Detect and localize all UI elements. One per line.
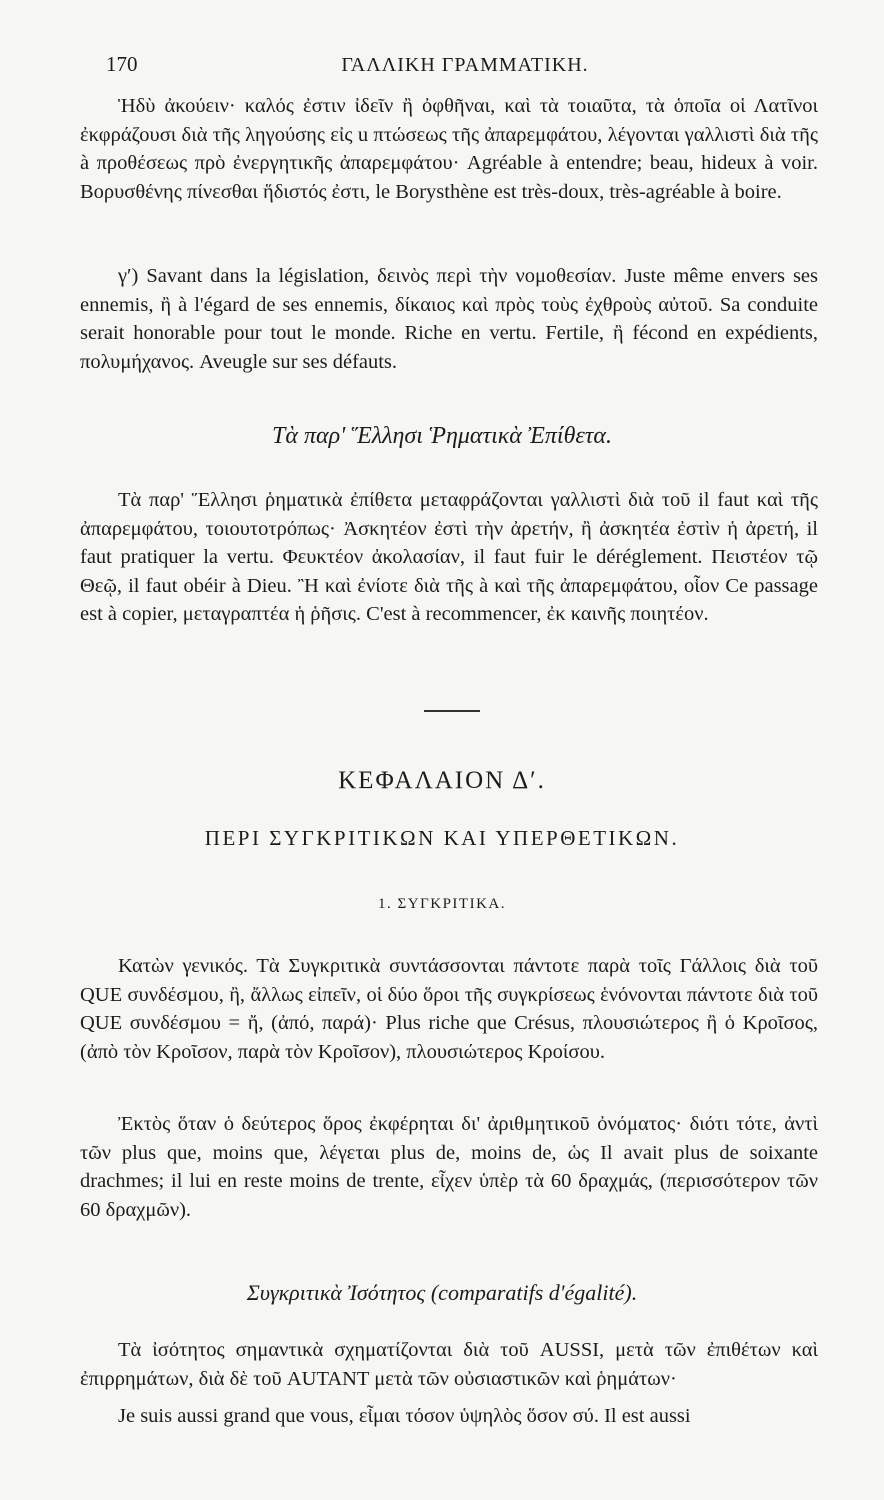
paragraph-verbal-adjectives: Τὰ παρ' Ἕλλησι ῥηματικὰ ἐπίθετα μεταφράζονται γαλλιστὶ διὰ τοῦ il faut καὶ τῆς ἀπαρεμφάτου, τοιουτοτρόπως· Ἀσκητέον ἐστὶ τὴν ἀρετήν, ἢ ἀσκητέα ἐστὶν ἡ ἀρετή, il faut pratiquer la vertu. Φευκτέον ἀκολασίαν, il faut fuir le déréglement. Πειστέον τῷ Θεῷ, il faut obéir à Dieu. Ἢ καὶ ἐνίοτε διὰ τῆς à καὶ τῆς ἀπαρεμφάτου, οἷον Ce passage est à copier, μεταγραπτέα ἡ ῥῆσις. C'est à recommencer, ἐκ καινῆς ποιητέον. — [80, 489, 818, 626]
divider-rule — [424, 710, 480, 712]
paragraph-equality: Τὰ ἰσότητος σημαντικὰ σχηματίζονται διὰ τοῦ AUSSI, μετὰ τῶν ἐπιθέτων καὶ ἐπιρρημάτων, διὰ δὲ τοῦ AUTANT μετὰ τῶν οὐσιαστικῶν καὶ ῥημάτων· — [80, 1339, 818, 1390]
paragraph-infinitive: Ἡδὺ ἀκούειν· καλός ἐστιν ἰδεῖν ἢ ὀφθῆναι, καὶ τὰ τοιαῦτα, τὰ ὁποῖα οἱ Λατῖνοι ἐκφράζουσι διὰ τῆς ληγούσης εἰς u πτώσεως τῆς ἀπαρεμφάτου, λέγονται γαλλιστὶ διὰ τῆς à προθέσεως πρὸ ἐνεργητικῆς ἀπαρεμφάτου· Agréable à entendre; beau, hideux à voir. Βορυσθένης πίνεσθαι ἥδιστός ἐστι, le Borysthène est très-doux, très-agréable à boire. — [80, 95, 818, 203]
subsection-title: 1. ΣΥΓΚΡΙΤΙΚΑ. — [378, 896, 506, 912]
page-number: 170 — [106, 52, 138, 76]
chapter-title: ΠΕΡΙ ΣΥΓΚΡΙΤΙΚΩΝ ΚΑΙ ΥΠΕΡΘΕΤΙΚΩΝ. — [204, 826, 680, 850]
section-heading-verbal-adjectives: Τὰ παρ' Ἕλλησι Ῥηματικὰ Ἐπίθετα. — [272, 423, 612, 449]
sub-heading-equality: Συγκριτικὰ Ἰσότητος (comparatifs d'égalité). — [246, 1280, 638, 1305]
paragraph-general-rule: Κατὼν γενικός. Τὰ Συγκριτικὰ συντάσσονται πάντοτε παρὰ τοῖς Γάλλοις διὰ τοῦ QUE συνδέσμου, ἢ, ἄλλως εἰπεῖν, οἱ δύο ὅροι τῆς συγκρίσεως ἑνόνονται πάντοτε διὰ τοῦ QUE συνδέσμου = ἤ, (ἀπό, παρά)· Plus riche que Crésus, πλουσιώτερος ἢ ὁ Κροῖσος, (ἀπὸ τὸν Κροῖσον, παρὰ τὸν Κροῖσον), πλουσιώτερος Κροίσου. — [80, 955, 818, 1063]
running-title: ΓΑΛΛΙΚΗ ΓΡΑΜΜΑΤΙΚΗ. — [341, 54, 589, 76]
paragraph-gamma: γ′) Savant dans la législation, δεινὸς περὶ τὴν νομοθεσίαν. Juste même envers ses ennemis, ἢ à l'égard de ses ennemis, δίκαιος καὶ πρὸς τοὺς ἐχθροὺς αὐτοῦ. Sa conduite serait honorable pour tout le monde. Riche en vertu. Fertile, ἢ fécond en expédients, πολυμήχανος. Aveugle sur ses défauts. — [80, 265, 818, 373]
running-header — [106, 52, 824, 84]
chapter-number: ΚΕΦΑΛΑΙΟΝ Δ′. — [338, 767, 546, 794]
paragraph-exception: Ἐκτὸς ὅταν ὁ δεύτερος ὅρος ἐκφέρηται δι' ἀριθμητικοῦ ὀνόματος· διότι τότε, ἀντὶ τῶν plus que, moins que, λέγεται plus de, moins de, ὡς Il avait plus de soixante drachmes; il lui en reste moins de trente, εἶχεν ὑπὲρ τὰ 60 δραχμάς, (περισσότερον τῶν 60 δραχμῶν). — [80, 1113, 818, 1221]
paragraph-example: Je suis aussi grand que vous, εἶμαι τόσον ὑψηλὸς ὅσον σύ. Il est aussi — [118, 1405, 691, 1427]
